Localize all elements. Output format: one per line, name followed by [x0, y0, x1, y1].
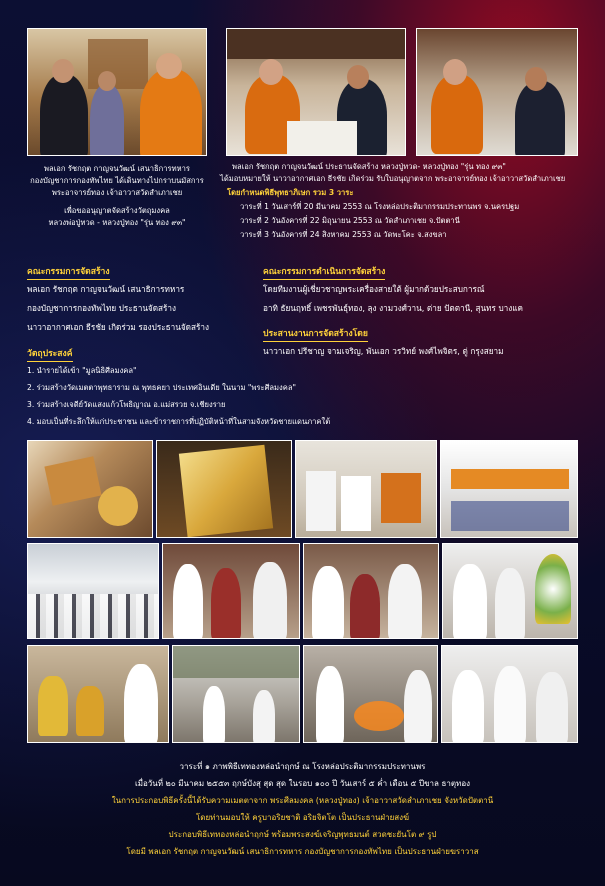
bottom-caption-line-2: เมื่อวันที่ ๒๐ มีนาคม ๒๕๕๓ ฤกษ์บังสุ สุด สุด ในรอบ ๑๐๐ ปี วันเสาร์ ๕ ค่ำ เดือน ๕ ปีขาล ธาตุทอง [134, 779, 471, 788]
photo-gold-offerings [27, 645, 169, 743]
bottom-caption-line-6: โดยมี พลเอก รัชกฤต กาญจนวัฒน์ เสนาธิการทหาร กองบัญชาการกองทัพไทย เป็นประธานฝ่ายฆราวาส [126, 847, 479, 856]
photo-flowers-offering [442, 543, 578, 639]
committee-line-1: พลเอก รัชกฤต กาญจนวัฒน์ เสนาธิการทหาร [27, 284, 185, 294]
caption-right-line-2: ได้มอบหมายให้ นาวาอากาศเอก ธีรชัย เกิดร่วม รับใบอนุญาตจาก พระอาจารย์ทอง เจ้าอาวาสวัดสำเภาเชย [220, 174, 566, 183]
photo-general-with-monk [27, 28, 207, 156]
photo-gold-plaque [156, 440, 292, 538]
operations-line-2: อาทิ ธัยนฤทธิ์ เพชรพันธุ์ทอง, ลุง งามวงศ์วาน, ต่าย ปัตตานี, สุนทร บางแค [263, 303, 524, 313]
photo-pouring-ritual [303, 543, 439, 639]
objective-item-1: 1. นำรายได้เข้า "มูลนิธิศีลมงคล" [27, 366, 137, 375]
operations-heading: คณะกรรมการดำเนินการจัดสร้าง [263, 264, 385, 280]
objective-item-2: 2. ร่วมสร้างวัดเมตตาพุทธาราม ณ พุทธคยา ประเทศอินเดีย ในนาม "พระศีลมงคล" [27, 383, 296, 392]
photo-casting-metal [303, 645, 438, 743]
photo-crowd-seated [27, 543, 159, 639]
photo-dignitaries-group [441, 645, 578, 743]
schedule-item-1: วาระที่ 1 วันเสาร์ที่ 20 มีนาคม 2553 ณ โรงหล่อประติมากรรมประทานพร จ.นครปฐม [240, 202, 520, 211]
schedule-item-2: วาระที่ 2 วันอังคารที่ 22 มิถุนายน 2553 ณ วัดสำเภาเชย จ.ปัตตานี [240, 216, 460, 225]
bottom-caption-line-4: โดยท่านมอบให้ ครูบาอริยชาติ อริยจิตโต เป็นประธานฝ่ายสงฆ์ [195, 813, 410, 822]
photo-monk-handover [416, 28, 578, 156]
bottom-caption-line-1: วาระที่ ๑ ภาพพิธีเททองหล่อนำฤกษ์ ณ โรงหล่อประติมากรรมประทานพร [179, 762, 426, 771]
operations-line-1: โดยทีมงานผู้เชี่ยวชาญพระเครื่องสายใต้ ผู้มากด้วยประสบการณ์ [263, 284, 485, 294]
photo-monk-signing [226, 28, 406, 156]
coordination-line: นาวาเอก ปรีชาญ จามเจริญ, พันเอก วรวิทย์ พงศ์ไพจิตร, ตู่ กรุงสยาม [263, 346, 504, 356]
caption-right-line-1: พลเอก รัชกฤต กาญจนวัฒน์ ประธานจัดสร้าง หลวงปู่ทวด- หลวงปู่ทอง "รุ่น ทอง ๙๓" [232, 162, 506, 171]
committee-line-2: กองบัญชาการกองทัพไทย ประธานจัดสร้าง [27, 303, 177, 313]
caption-left-line-4: เพื่อขออนุญาตจัดสร้างวัตถุมงคล [64, 206, 170, 215]
committee-line-3: นาวาอากาศเอก ธีรชัย เกิดร่วม รองประธานจัดสร้าง [27, 322, 209, 332]
objectives-heading: วัตถุประสงค์ [27, 346, 73, 362]
objective-item-3: 3. ร่วมสร้างเจดีย์วัดแสงแก้วโพธิญาณ อ.แม่สรวย จ.เชียงราย [27, 400, 226, 409]
caption-left-line-3: พระอาจารย์ทอง เจ้าอาวาสวัดสำเภาเชย [51, 188, 183, 197]
caption-left-line-5: หลวงพ่อปู่ทวด - หลวงปู่ทอง "รุ่น ทอง ๙๓" [48, 218, 186, 227]
committee-heading: คณะกรรมการจัดสร้าง [27, 264, 110, 280]
bottom-caption-line-5: ประกอบพิธีเททองหล่อนำฤกษ์ พร้อมพระสงฆ์เจริญพุทธมนต์ สวดชะยันโต ๙ รูป [168, 830, 437, 839]
schedule-title: โดยกำหนดพิธีพุทธาภิเษก รวม 3 วาระ [227, 188, 354, 197]
photo-ceremony-hall-2 [440, 440, 578, 538]
caption-left-line-2: กองบัญชาการกองทัพไทย ได้เดินทางไปกราบนมัสการ [30, 176, 204, 185]
photo-gold-sheets [27, 440, 153, 538]
bottom-caption-line-3: ในการประกอบพิธีครั้งนี้ได้รับความเมตตาจาก พระศีลมงคล (หลวงปู่ทอง) เจ้าอาวาสวัดสำเภาเชย จังหวัดปัตตานี [111, 796, 494, 805]
photo-officials-monk [162, 543, 300, 639]
caption-left-line-1: พลเอก รัชกฤต กาญจนวัฒน์ เสนาธิการทหาร [44, 164, 190, 173]
photo-ceremony-hall-1 [295, 440, 437, 538]
coordination-heading: ประสานงานการจัดสร้างโดย [263, 326, 368, 342]
objective-item-4: 4. มอบเป็นที่ระลึกให้แก่ประชาชน และข้าราชการที่ปฏิบัติหน้าที่ในสามจังหวัดชายแดนภาคใต้ [27, 417, 331, 426]
photo-foundry-exterior [172, 645, 300, 743]
schedule-item-3: วาระที่ 3 วันอังคารที่ 24 สิงหาคม 2553 ณ วัดพะโคะ จ.สงขลา [240, 230, 447, 239]
